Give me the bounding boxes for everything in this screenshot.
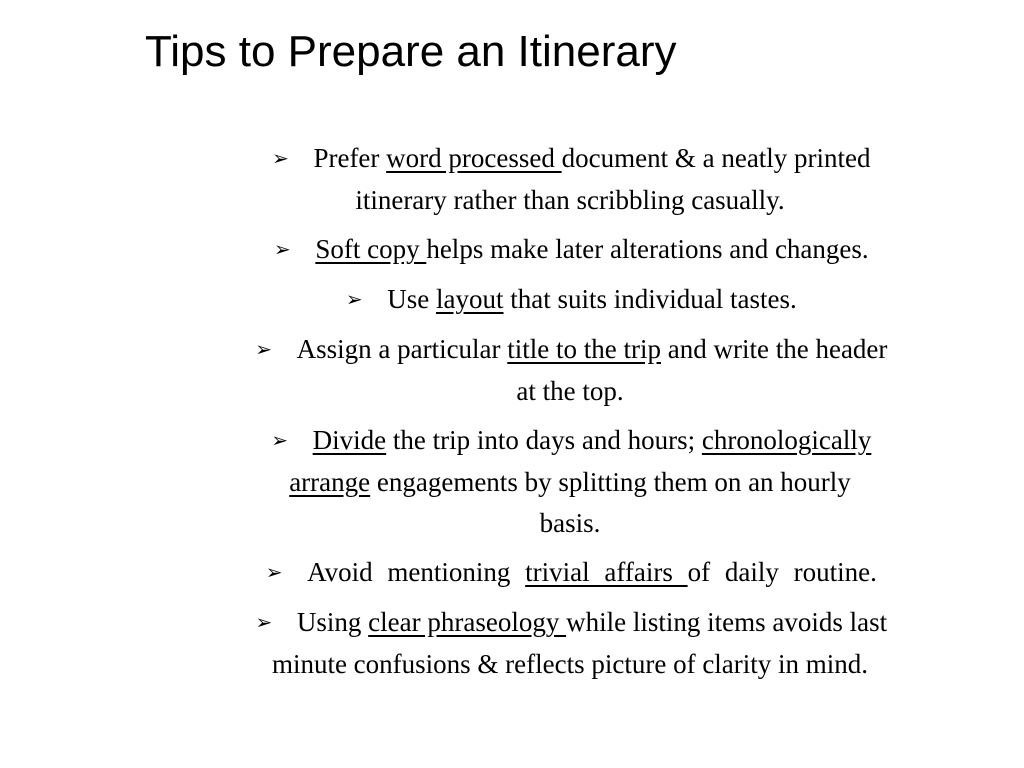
bullet-title-to-trip: [160, 329, 980, 412]
arrow-bullet-icon: ➢: [345, 289, 363, 311]
arrow-bullet-icon: ➢: [272, 148, 289, 170]
bullet-layout: [160, 279, 980, 321]
bullet-text: basis.: [539, 508, 601, 538]
underlined-term: word processed: [386, 143, 562, 173]
bullet-line: [160, 462, 980, 503]
bullet-line: [160, 503, 980, 544]
bullet-text: helps make later alterations and changes.: [426, 234, 869, 264]
bullet-text: Assign a particular: [296, 334, 508, 364]
bullet-line: [160, 552, 980, 594]
bullet-text: the trip into days and hours;: [386, 425, 702, 455]
slide-title: Tips to Prepare an Itinerary: [145, 27, 677, 76]
arrow-bullet-icon: ➢: [265, 562, 283, 584]
bullet-divide: [160, 420, 980, 544]
underlined-term: trivial affairs: [525, 557, 688, 587]
bullet-text: Use: [387, 284, 436, 314]
bullet-text: Avoid mentioning: [307, 557, 526, 587]
bullet-line: [160, 602, 980, 644]
bullet-text: engagements by splitting them on an hourly: [370, 467, 851, 497]
bullet-text: of daily routine.: [687, 557, 877, 587]
underlined-term: title to the trip: [507, 334, 662, 364]
arrow-bullet-icon: ➢: [273, 239, 291, 261]
bullet-line: [160, 229, 980, 271]
bullet-text: and write the header: [661, 334, 888, 364]
arrow-bullet-icon: ➢: [255, 612, 273, 634]
underlined-term: arrange: [289, 467, 371, 497]
bullet-text: Using: [296, 607, 369, 637]
bullet-line: [160, 180, 980, 221]
bullet-line: [160, 420, 980, 462]
underlined-term: Soft copy: [315, 234, 427, 264]
arrow-bullet-icon: ➢: [271, 430, 289, 452]
bullet-text: at the top.: [516, 376, 624, 406]
bullet-trivial-affairs: [160, 552, 980, 594]
bullet-text: Prefer: [313, 143, 387, 173]
bullet-line: [160, 138, 980, 180]
bullet-line: [160, 644, 980, 685]
bullet-soft-copy: [160, 229, 980, 271]
underlined-term: Divide: [312, 425, 387, 455]
bullet-text: itinerary rather than scribbling casually.: [355, 185, 785, 215]
bullet-text: minute confusions & reflects picture of clarity in mind.: [271, 649, 869, 679]
bullet-clear-phraseology: [160, 602, 980, 685]
bullet-text: that suits individual tastes.: [503, 284, 797, 314]
arrow-bullet-icon: ➢: [255, 339, 272, 361]
bullet-word-processed: [160, 138, 980, 221]
underlined-term: clear phraseology: [368, 607, 567, 637]
bullet-text: while listing items avoids last: [566, 607, 888, 637]
bullet-list: [160, 138, 980, 693]
bullet-line: [160, 371, 980, 412]
bullet-line: [160, 279, 980, 321]
underlined-term: chronologically: [701, 425, 872, 455]
underlined-term: layout: [436, 284, 504, 314]
bullet-text: document & a neatly printed: [561, 143, 871, 173]
bullet-line: [160, 329, 980, 371]
